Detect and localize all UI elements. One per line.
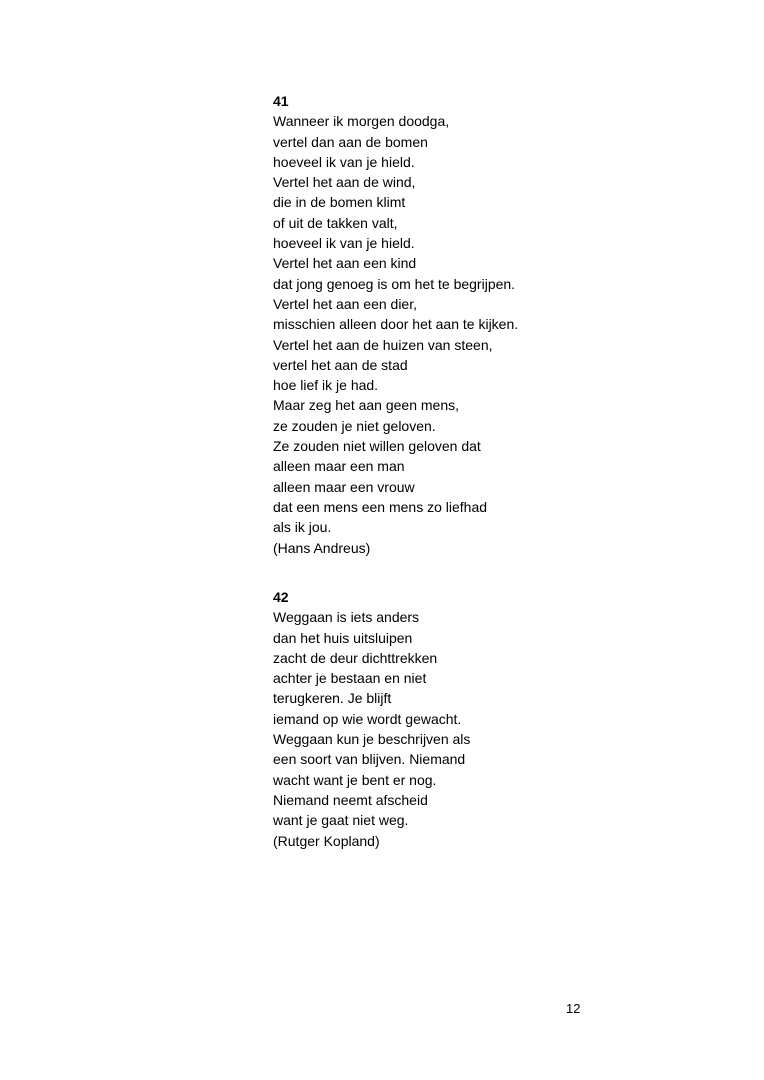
poem-number: 41: [273, 93, 289, 109]
poem-line: Maar zeg het aan geen mens,: [273, 397, 460, 414]
poem-line: wacht want je bent er nog.: [273, 771, 437, 788]
poem-line: achter je bestaan en niet: [273, 670, 427, 687]
poem-line: hoe lief ik je had.: [273, 377, 379, 394]
poem-author: (Hans Andreus): [273, 539, 371, 556]
poem-line: als ik jou.: [273, 519, 332, 536]
poem-author: (Rutger Kopland): [273, 832, 380, 849]
poem-line: vertel het aan de stad: [273, 356, 408, 373]
poem-line: een soort van blijven. Niemand: [273, 751, 466, 768]
poem-line: hoeveel ik van je hield.: [273, 235, 415, 252]
poem-line: Weggaan kun je beschrijven als: [273, 731, 471, 748]
poem-line: want je gaat niet weg.: [273, 812, 409, 829]
poem-line: Vertel het aan de wind,: [273, 174, 416, 191]
poem-line: Niemand neemt afscheid: [273, 791, 428, 808]
poem-line: Vertel het aan een dier,: [273, 295, 417, 312]
poem-line: die in de bomen klimt: [273, 194, 406, 211]
poem-number: 42: [273, 589, 289, 605]
poem-line: terugkeren. Je blijft: [273, 690, 392, 707]
poem-42: [273, 587, 653, 851]
poem-line: alleen maar een man: [273, 458, 405, 475]
poem-line: dat een mens een mens zo liefhad: [273, 498, 488, 515]
poem-line: iemand op wie wordt gewacht.: [273, 710, 462, 727]
poem-line: Weggaan is iets anders: [273, 609, 420, 626]
page-number: 12: [566, 1001, 581, 1016]
poem-line: misschien alleen door het aan te kijken.: [273, 316, 519, 333]
poem-line: dat jong genoeg is om het te begrijpen.: [273, 275, 516, 292]
poem-line: Wanneer ik morgen doodga,: [273, 113, 450, 130]
poem-line: Ze zouden niet willen geloven dat: [273, 438, 481, 455]
poem-line: Vertel het aan een kind: [273, 255, 417, 272]
poem-line: Vertel het aan de huizen van steen,: [273, 336, 493, 353]
poem-line: zacht de deur dichttrekken: [273, 649, 438, 666]
poem-41: [273, 91, 653, 558]
poem-line: vertel dan aan de bomen: [273, 133, 428, 150]
poem-line: alleen maar een vrouw: [273, 478, 415, 495]
poem-line: of uit de takken valt,: [273, 214, 398, 231]
poem-line: dan het huis uitsluipen: [273, 629, 413, 646]
poem-line: hoeveel ik van je hield.: [273, 153, 415, 170]
poem-line: ze zouden je niet geloven.: [273, 417, 436, 434]
